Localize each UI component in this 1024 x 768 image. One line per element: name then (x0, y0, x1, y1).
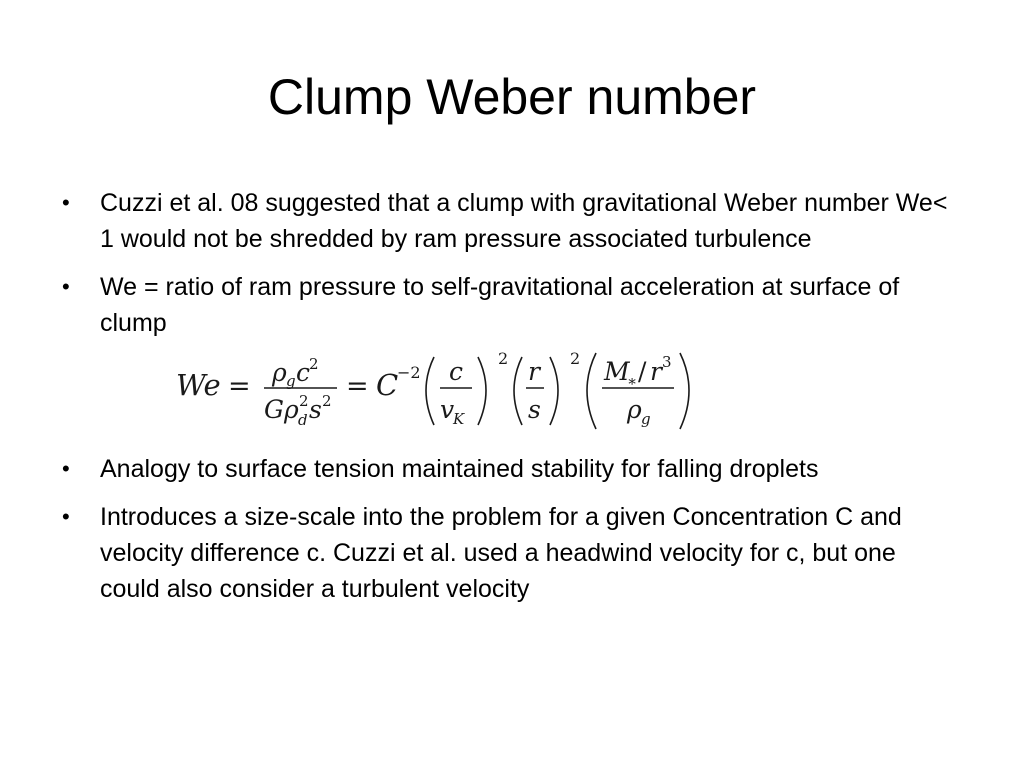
svg-text:2: 2 (498, 349, 509, 368)
svg-text:2: 2 (322, 392, 332, 410)
bullet-marker: • (62, 190, 70, 215)
bullet-item (62, 451, 962, 487)
svg-text:c: c (296, 358, 311, 387)
svg-text:/: / (638, 357, 647, 386)
svg-text:s: s (309, 395, 322, 424)
weber-number-equation (62, 345, 962, 437)
svg-text:c: c (449, 357, 464, 386)
svg-text:We: We (176, 368, 221, 402)
bullet-text: Introduces a size-scale into the problem for a given Concentration C and velocity difference c. Cuzzi et al. used a headwind velocity for c, but one could also consider a turbulent velocity (100, 503, 902, 603)
bullet-item (62, 499, 962, 607)
svg-text:K: K (453, 410, 465, 428)
svg-text:d: d (298, 411, 308, 429)
bullet-item (62, 185, 962, 257)
svg-text:∗: ∗ (627, 372, 638, 390)
svg-text:g: g (286, 372, 296, 390)
svg-text:s: s (528, 395, 541, 424)
bullet-item (62, 269, 962, 341)
svg-text:ρ: ρ (284, 395, 299, 424)
bullet-marker: • (62, 274, 70, 299)
bullet-marker: • (62, 504, 70, 529)
svg-text:ρ: ρ (627, 395, 642, 424)
svg-text:M: M (604, 357, 630, 386)
svg-text:r: r (528, 357, 540, 386)
bullet-list (62, 185, 962, 619)
svg-text:3: 3 (662, 353, 672, 371)
bullet-text: We = ratio of ram pressure to self-gravitational acceleration at surface of clump (100, 273, 900, 337)
svg-text:ρ: ρ (272, 358, 287, 387)
svg-text:2: 2 (299, 392, 309, 410)
bullet-marker: • (62, 456, 70, 481)
bullet-text: Cuzzi et al. 08 suggested that a clump with gravitational Weber number We< 1 would not be shredded by ram pressure associated turbulence (100, 189, 948, 253)
svg-text:C: C (376, 368, 399, 402)
svg-text:=: = (346, 371, 369, 402)
svg-text:g: g (641, 410, 651, 428)
svg-text:2: 2 (309, 355, 319, 373)
equation-graphic (172, 345, 812, 437)
svg-text:=: = (228, 371, 251, 402)
svg-text:−2: −2 (397, 363, 421, 382)
svg-text:v: v (440, 395, 455, 424)
slide-title: Clump Weber number (267, 69, 757, 125)
bullet-text: Analogy to surface tension maintained stability for falling droplets (100, 455, 819, 483)
svg-text:G: G (264, 395, 284, 424)
svg-text:r: r (650, 357, 662, 386)
svg-text:2: 2 (570, 349, 581, 368)
